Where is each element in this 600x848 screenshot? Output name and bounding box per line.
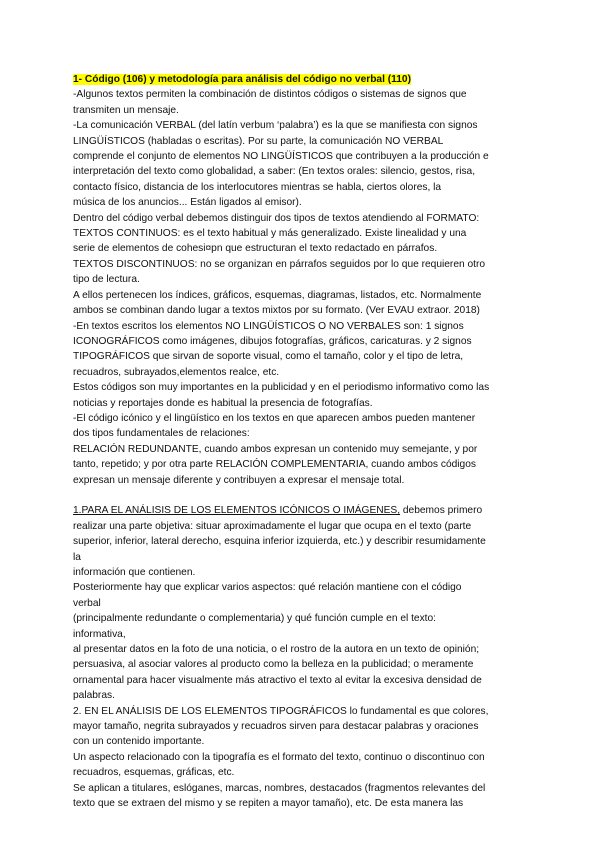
section1-heading-rest: debemos primero	[400, 505, 483, 517]
text-line: noticias y reportajes donde es habitual la presencia de fotografías.	[73, 397, 373, 409]
text-line: tanto, repetido; y por otra parte RELACIÓN COMPLEMENTARIA, cuando ambos códigos	[73, 459, 476, 471]
text-line: Se aplican a titulares, eslóganes, marcas, nombres, destacados (fragmentos relevantes del	[73, 782, 486, 794]
text-line: contacto físico, distancia de los interlocutores mientras se habla, ciertos olores, la	[73, 181, 442, 193]
text-line: (principalmente redundante o complementaria) y qué función cumple en el texto:	[73, 613, 436, 625]
text-line: con un contenido importante.	[73, 736, 205, 748]
text-line: informativa,	[73, 628, 126, 640]
text-line: recuadros, esquemas, gráficas, etc.	[73, 767, 235, 779]
text-line: ornamental para hacer visualmente más atractivo el texto al evitar la excesiva densidad de	[73, 674, 482, 686]
text-line: superior, inferior, lateral derecho, esquina inferior izquierda, etc.) y describir resumidamente	[73, 536, 486, 548]
text-line: serie de elementos de cohesi¤pn que estructuran el texto redactado en párrafos.	[73, 243, 438, 255]
paragraph-block-intro	[73, 87, 535, 488]
text-line: Posteriormente hay que explicar varios aspectos: qué relación mantiene con el código	[73, 582, 462, 594]
text-line: LINGÜÍSTICOS (habladas o escritas). Por su parte, la comunicación NO VERBAL	[73, 135, 444, 147]
text-line: palabras.	[73, 690, 115, 702]
text-line: Un aspecto relacionado con la tipografía es el formato del texto, continuo o discontinuo con	[73, 751, 485, 763]
text-line: comprende el conjunto de elementos NO LINGÜÍSTICOS que contribuyen a la producción e	[73, 151, 489, 163]
section1-heading: 1.PARA EL ANÁLISIS DE LOS ELEMENTOS ICÓNICOS O IMÁGENES,	[73, 505, 401, 517]
text-line: 2. EN EL ANÁLISIS DE LOS ELEMENTOS TIPOGRÁFICOS lo fundamental es que colores,	[73, 705, 489, 717]
text-line: realizar una parte objetiva: situar aproximadamente el lugar que ocupa en el texto (parte	[73, 520, 472, 532]
text-line: música de los anuncios... Están ligados al emisor).	[73, 197, 302, 209]
document-body	[73, 72, 535, 811]
text-line: información que contienen.	[73, 566, 196, 578]
text-line: transmiten un mensaje.	[73, 104, 179, 116]
paragraph-block-analysis	[73, 519, 535, 812]
text-line: RELACIÓN REDUNDANTE, cuando ambos expresan un contenido muy semejante, y por	[73, 443, 478, 455]
text-line: ambos se combinan dando lugar a textos mixtos por su formato. (Ver EVAU extraor. 2018)	[73, 305, 480, 317]
text-line: expresan un mensaje diferente y contribuyen a expresar el mensaje total.	[73, 474, 405, 486]
text-line: -Algunos textos permiten la combinación de distintos códigos o sistemas de signos que	[73, 89, 467, 101]
text-line: Estos códigos son muy importantes en la publicidad y en el periodismo informativo como las	[73, 382, 490, 394]
text-line: la	[73, 551, 81, 563]
text-line: ICONOGRÁFICOS como imágenes, dibujos fotografías, gráficos, caricaturas. y 2 signos	[73, 335, 472, 347]
text-line: texto que se extraen del mismo y se repiten a mayor tamaño), etc. De esta manera las	[73, 798, 464, 810]
section1-heading-line	[73, 503, 535, 518]
text-line: interpretación del texto como globalidad, a saber: (En textos orales: silencio, gestos, risa,	[73, 166, 476, 178]
text-line: -El código icónico y el lingüístico en los textos en que aparecen ambos pueden mantener	[73, 412, 476, 424]
heading-line	[73, 72, 535, 87]
text-line: -La comunicación VERBAL (del latín verbum ‘palabra’) es la que se manifiesta con signos	[73, 120, 478, 132]
text-line: persuasiva, al asociar valores al producto como la belleza en la publicidad; o meramente	[73, 659, 474, 671]
text-line: A ellos pertenecen los índices, gráficos, esquemas, diagramas, listados, etc. Normalmente	[73, 289, 482, 301]
text-line: -En textos escritos los elementos NO LINGÜÍSTICOS O NO VERBALES son: 1 signos	[73, 320, 464, 332]
text-line: al presentar datos en la foto de una noticia, o el rostro de la autora en un texto de opinión;	[73, 644, 480, 656]
text-line: verbal	[73, 597, 101, 609]
text-line: mayor tamaño, negrita subrayados y recuadros sirven para destacar palabras y oraciones	[73, 721, 479, 733]
blank-line	[73, 488, 535, 503]
text-line: dos tipos fundamentales de relaciones:	[73, 428, 250, 440]
text-line: TIPOGRÁFICOS que sirvan de soporte visual, como el tamaño, color y el tipo de letra,	[73, 351, 464, 363]
text-line: tipo de lectura.	[73, 274, 140, 286]
text-line: recuadros, subrayados,elementos realce, etc.	[73, 366, 280, 378]
text-line: Dentro del código verbal debemos distinguir dos tipos de textos atendiendo al FORMATO:	[73, 212, 480, 224]
document-title: 1- Código (106) y metodología para análisis del código no verbal (110)	[73, 74, 411, 85]
text-line: TEXTOS CONTINUOS: es el texto habitual y más generalizado. Existe linealidad y una	[73, 228, 467, 240]
text-line: TEXTOS DISCONTINUOS: no se organizan en párrafos seguidos por lo que requieren otro	[73, 258, 486, 270]
